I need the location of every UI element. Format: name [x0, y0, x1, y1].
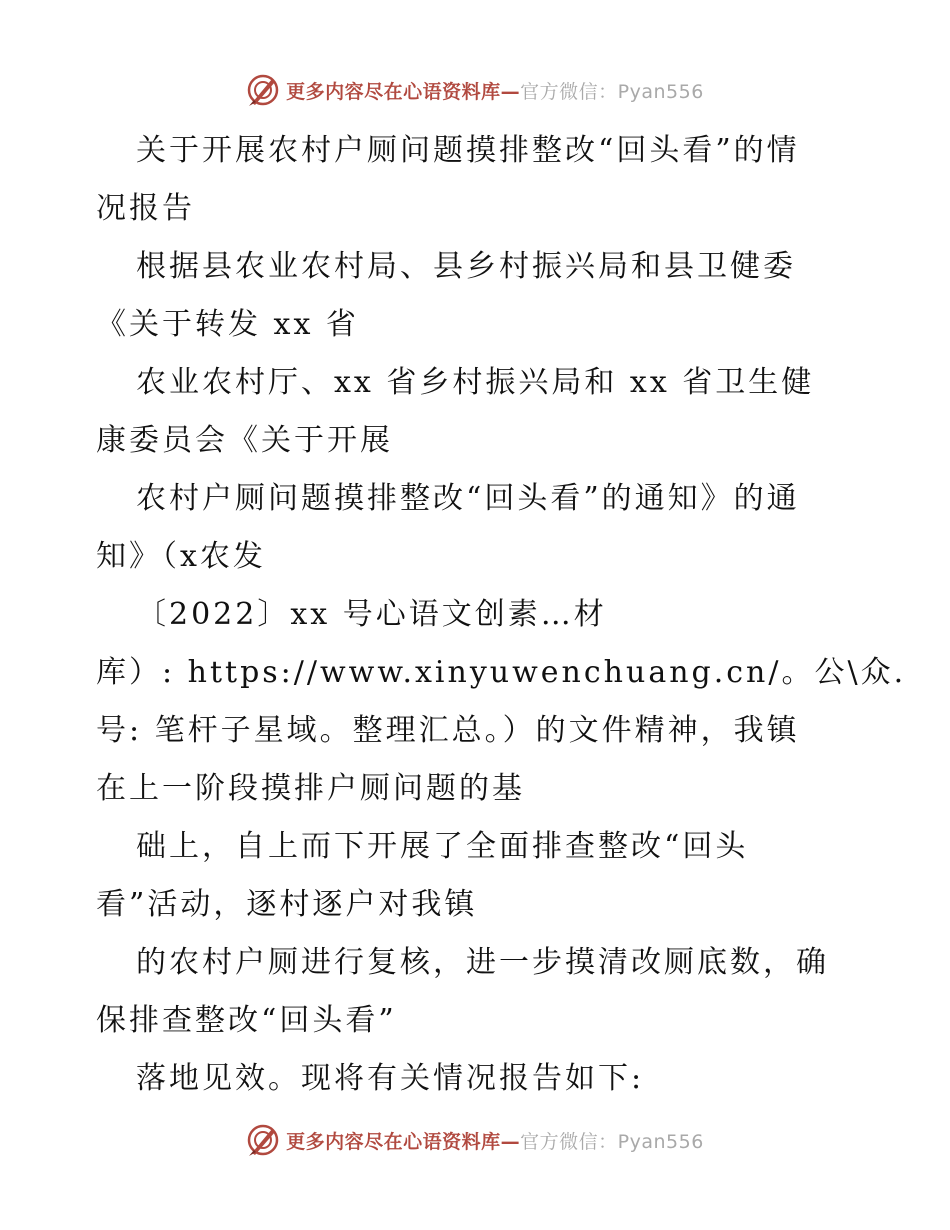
- body-line: 础上，自上而下开展了全面排查整改“回头: [136, 829, 749, 864]
- quill-pen-logo-icon: [246, 73, 280, 107]
- title-line-1: 关于开展农村户厕问题摸排整改“回头看”的情: [136, 133, 800, 168]
- body-line: 知》（x农发: [96, 539, 266, 574]
- body-line: 农业农村厅、xx 省乡村振兴局和 xx 省卫生健: [136, 365, 815, 400]
- body-line: 〔2022〕xx 号心语文创素…材: [136, 597, 607, 632]
- body-line: 在上一阶段摸排户厕问题的基: [96, 771, 525, 806]
- body-line: 号: 笔杆子星域。整理汇总。）的文件精神，我镇: [96, 713, 800, 748]
- footer-banner: [0, 1120, 950, 1160]
- header-brand: 更多内容尽在心语资料库: [286, 80, 501, 103]
- body-line-url: 库）: https://www.xinyuwenchuang.cn/。公\众.: [96, 655, 907, 690]
- body-line: 的农村户厕进行复核，进一步摸清改厕底数，确: [136, 945, 829, 980]
- body-line: 保排查整改“回头看”: [96, 1003, 397, 1038]
- quill-pen-logo-icon: [246, 1123, 280, 1157]
- body-line: 根据县农业农村局、县乡村振兴局和县卫健委: [136, 249, 796, 284]
- body-line: 落地见效。现将有关情况报告如下:: [136, 1061, 645, 1096]
- footer-separator: —: [500, 1130, 521, 1153]
- header-wechat: 官方微信：Pyan556: [520, 80, 704, 103]
- footer-wechat: 官方微信：Pyan556: [520, 1130, 704, 1153]
- footer-brand: 更多内容尽在心语资料库: [286, 1130, 501, 1153]
- body-line: 看”活动，逐村逐户对我镇: [96, 887, 478, 922]
- header-banner: [0, 70, 950, 110]
- document-body: [96, 122, 907, 1108]
- header-banner-text: [286, 77, 704, 104]
- footer-banner-text: [286, 1127, 704, 1154]
- body-line: 《关于转发 xx 省: [96, 307, 359, 342]
- body-line: 康委员会《关于开展: [96, 423, 393, 458]
- title-line-2: 况报告: [96, 191, 195, 226]
- header-separator: —: [500, 80, 521, 103]
- body-line: 农村户厕问题摸排整改“回头看”的通知》的通: [136, 481, 800, 516]
